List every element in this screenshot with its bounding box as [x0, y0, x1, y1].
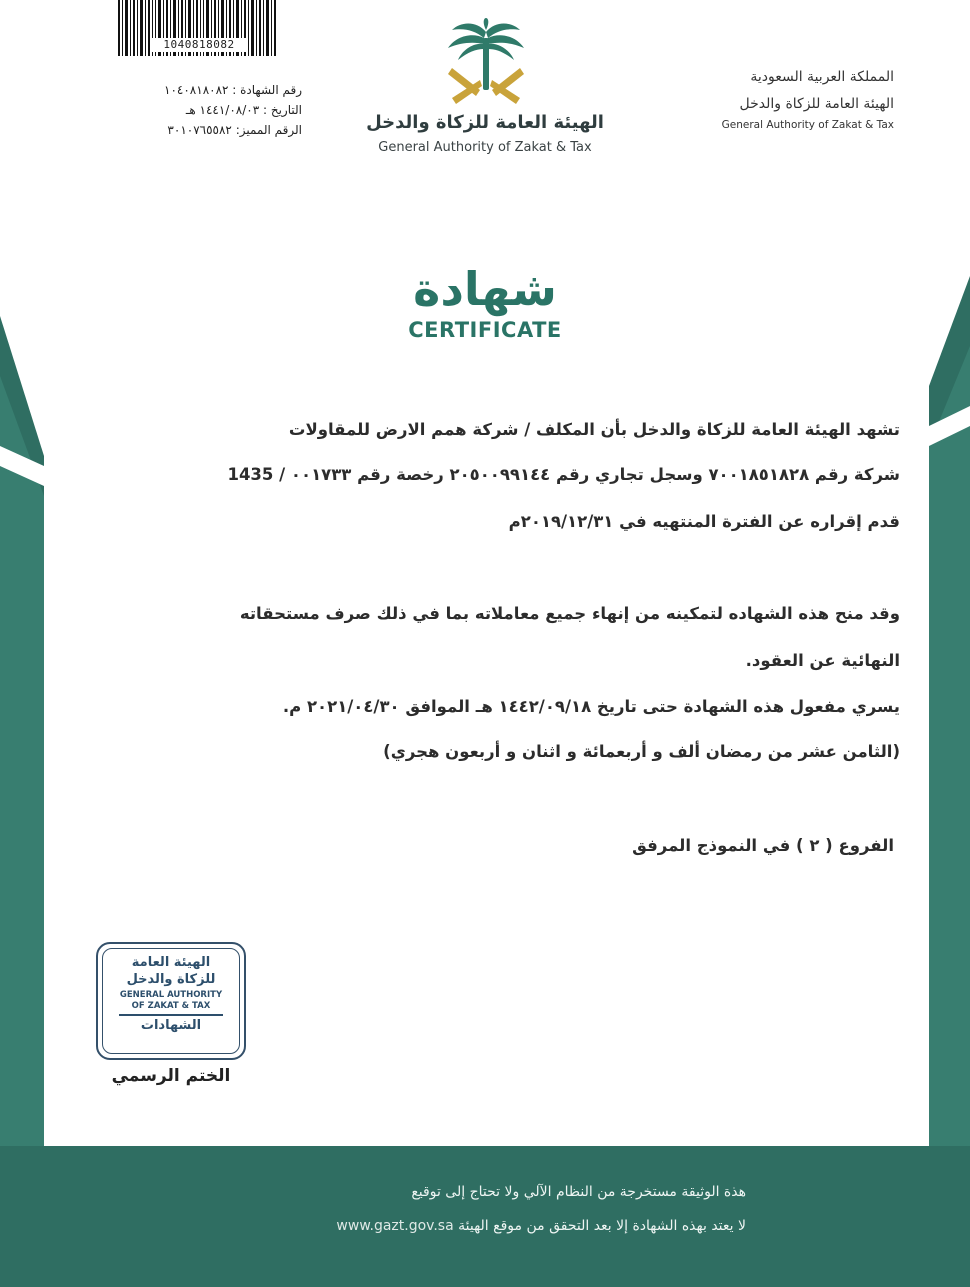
footer-website-link[interactable]: www.gazt.gov.sa [336, 1218, 454, 1234]
official-seal-label: الختم الرسمي [111, 1066, 231, 1086]
body-line-6: يسري مفعول هذه الشهادة حتى تاريخ ١٤٤٢/٠٩/١٨ هـ الموافق ٢٠٢١/٠٤/٣٠ م. [282, 697, 900, 716]
logo-name-english: General Authority of Zakat & Tax [378, 140, 592, 155]
stamp-english-line-2: OF ZAKAT & TAX [131, 1001, 211, 1011]
certificate-number: رقم الشهادة : ١٠٤٠٨١٨٠٨٢ [164, 83, 302, 97]
footer-note-2 [336, 1218, 746, 1234]
body-line-5: النهائية عن العقود. [745, 651, 900, 670]
certificate-meta [164, 80, 302, 140]
body-line-3: قدم إقراره عن الفترة المنتهيه في ٢٠١٩/١٢/٣١م [508, 512, 900, 531]
stamp-arabic-line-1: الهيئة العامة [131, 955, 211, 970]
stamp-english-line-1: GENERAL AUTHORITY [119, 990, 223, 1000]
body-line-4: وقد منح هذه الشهاده لتمكينه من إنهاء جميع معاملاته بما في ذلك صرف مستحقاته [239, 604, 900, 623]
body-line-7: (الثامن عشر من رمضان ألف و أربعمائة و اثنان و أربعون هجري) [383, 742, 900, 761]
body-line-1: تشهد الهيئة العامة للزكاة والدخل بأن المكلف / شركة همم الارض للمقاولات [288, 420, 900, 439]
body-line-branches: الفروع ( ٢ ) في النموذج المرفق [632, 836, 894, 855]
certificate-date: التاريخ : ١٤٤١/٠٨/٠٣ هـ [185, 103, 302, 117]
unique-number: الرقم المميز: ٣٠١٠٧٦٥٥٨٢ [167, 123, 302, 137]
kingdom-header [722, 64, 894, 132]
footer-note-2-text: لا يعتد بهذه الشهادة إلا بعد التحقق من موقع الهيئة [458, 1218, 746, 1234]
official-stamp [96, 942, 246, 1060]
footer-note-1: هذة الوثيقة مستخرجة من النظام الآلي ولا تحتاج إلى توقيع [411, 1184, 746, 1200]
stamp-department: الشهادات [140, 1017, 202, 1033]
certificate-title-english: CERTIFICATE [408, 318, 562, 342]
logo-name-arabic: الهيئة العامة للزكاة والدخل [366, 112, 604, 133]
palm-tree-logo-icon [446, 18, 526, 110]
authority-name-english: General Authority of Zakat & Tax [721, 119, 894, 131]
authority-name-arabic: الهيئة العامة للزكاة والدخل [739, 96, 894, 112]
stamp-arabic-line-2: للزكاة والدخل [126, 972, 216, 987]
kingdom-name: المملكة العربية السعودية [750, 69, 894, 85]
barcode-number: 1040818082 [150, 38, 248, 52]
certificate-title-arabic: شهادة [413, 262, 557, 316]
stamp-divider [119, 1014, 223, 1016]
body-line-2: شركة رقم ٧٠٠١٨٥١٨٢٨ وسجل تجاري رقم ٢٠٥٠٠٩٩١٤٤ رخصة رقم ٠٠١٧٣٣ / 1435 [227, 465, 900, 484]
